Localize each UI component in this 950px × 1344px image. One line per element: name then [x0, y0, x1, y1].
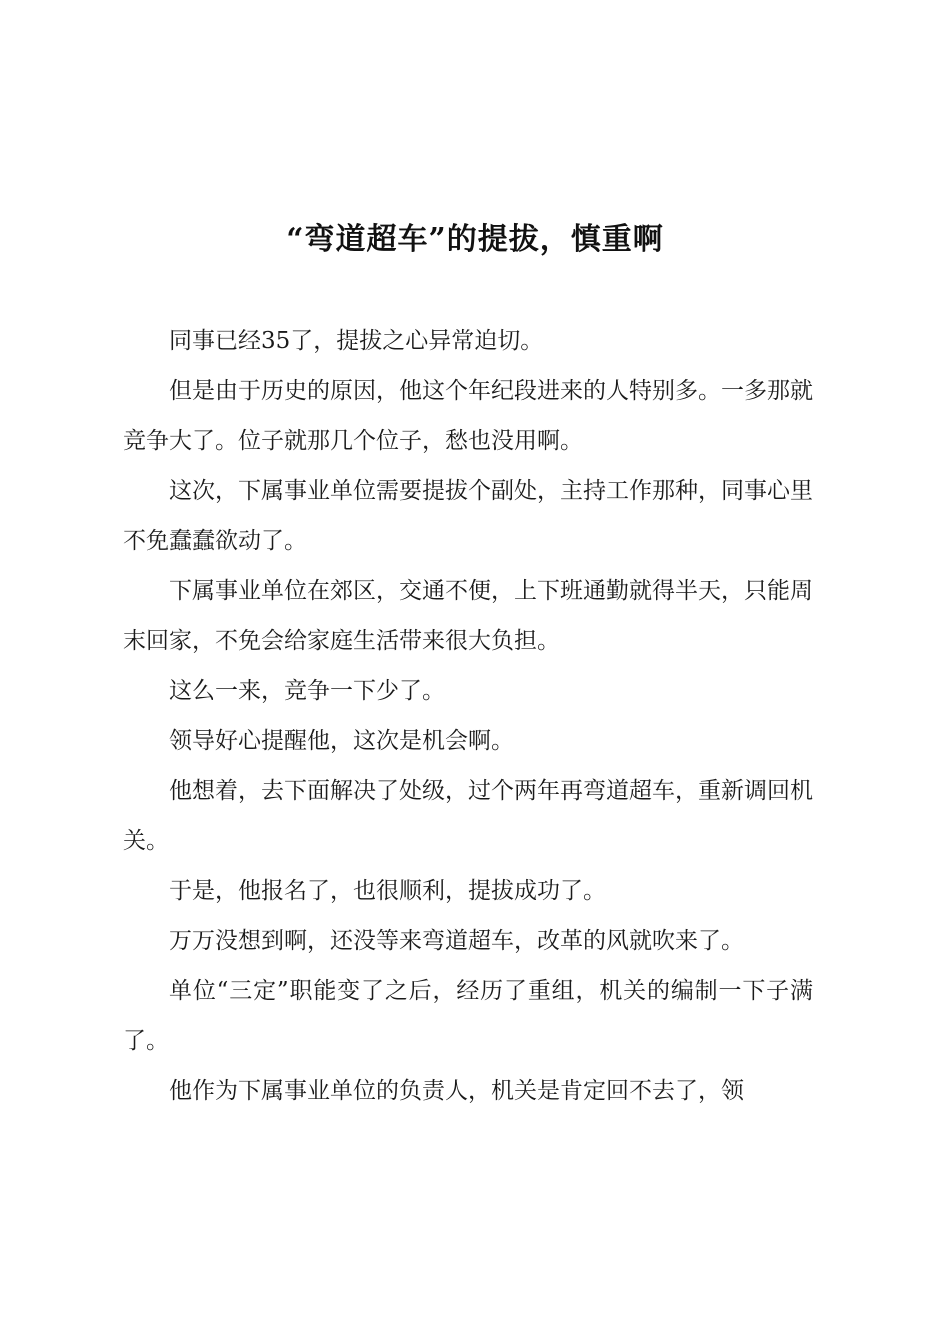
paragraph: 下属事业单位在郊区，交通不便，上下班通勤就得半天，只能周末回家，不免会给家庭生活带来很大负担。: [123, 578, 813, 654]
paragraph: 万万没想到啊，还没等来弯道超车，改革的风就吹来了。: [169, 928, 744, 954]
paragraph: 但是由于历史的原因，他这个年纪段进来的人特别多。一多那就竞争大了。位子就那几个位子，愁也没用啊。: [123, 378, 813, 454]
paragraph: 领导好心提醒他，这次是机会啊。: [169, 728, 514, 754]
document-body: [123, 316, 813, 1116]
paragraph: 于是，他报名了，也很顺利，提拔成功了。: [169, 878, 606, 904]
paragraph: 这么一来，竞争一下少了。: [169, 678, 445, 704]
paragraph: 这次，下属事业单位需要提拔个副处，主持工作那种，同事心里不免蠢蠢欲动了。: [123, 478, 813, 554]
paragraph: 他作为下属事业单位的负责人，机关是肯定回不去了，领: [169, 1078, 744, 1104]
paragraph: 他想着，去下面解决了处级，过个两年再弯道超车，重新调回机关。: [123, 778, 813, 854]
document-title: “弯道超车”的提拔，慎重啊: [286, 222, 664, 257]
paragraph: 同事已经35了，提拔之心异常迫切。: [169, 328, 544, 354]
paragraph: 单位“三定”职能变了之后，经历了重组，机关的编制一下子满了。: [123, 978, 813, 1054]
